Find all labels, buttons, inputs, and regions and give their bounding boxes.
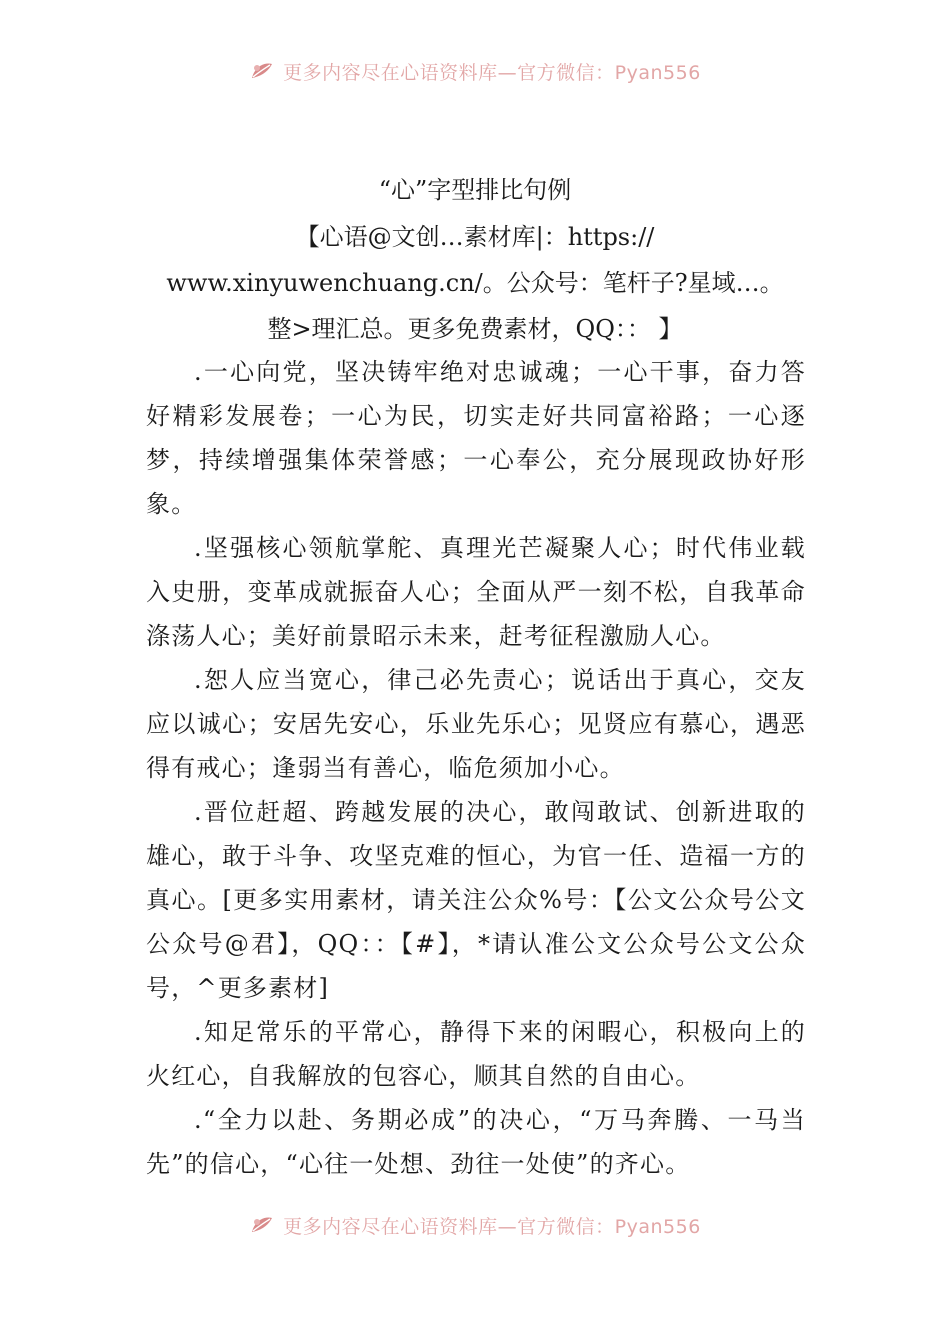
paragraph: .恕人应当宽心，律己必先责心；说话出于真心，交友应以诚心；安居先安心，乐业先乐心；见贤应有慕心，遇恶得有戒心；逢弱当有善心，临危须加小心。 [146,666,806,782]
document-body [146,350,806,1186]
paragraph: .坚强核心领航掌舵、真理光芒凝聚人心；时代伟业载入史册，变革成就振奋人心；全面从严一刻不松，自我革命涤荡人心；美好前景昭示未来，赶考征程激励人心。 [146,534,806,650]
leaf-logo-icon [249,1214,275,1236]
watermark-text: 更多内容尽在心语资料库—官方微信：Pyan556 [283,61,701,84]
watermark-header [0,56,950,86]
paragraph: .一心向党，坚决铸牢绝对忠诚魂；一心干事，奋力答好精彩发展卷；一心为民，切实走好共同富裕路；一心逐梦，持续增强集体荣誉感；一心奉公，充分展现政协好形象。 [146,358,806,518]
paragraph: .“全力以赴、务期必成”的决心，“万马奔腾、一马当先”的信心，“心往一处想、劲往一处使”的齐心。 [146,1106,806,1178]
source-line: 【心语@文创…素材库|：https:// [295,223,655,251]
source-line: 整>理汇总。更多免费素材，QQ：： 】 [267,315,683,343]
paragraph: .知足常乐的平常心，静得下来的闲暇心，积极向上的火红心，自我解放的包容心，顺其自然的自由心。 [146,1018,806,1090]
source-line: www.xinyuwenchuang.cn/。公众号：笔杆子?星域…。 [166,269,784,297]
watermark-text: 更多内容尽在心语资料库—官方微信：Pyan556 [283,1215,701,1238]
watermark-footer [0,1210,950,1240]
paragraph: .晋位赶超、跨越发展的决心，敢闯敢试、创新进取的雄心，敢于斗争、攻坚克难的恒心，为官一任、造福一方的真心。[更多实用素材，请关注公众%号：【公文公众号公文公众号@君】，QQ：：【#】，*请认准公文公众号公文公众号，^更多素材] [146,798,806,1002]
source-note [140,214,810,352]
page-title: “心”字型排比句例 [378,176,572,204]
leaf-logo-icon [249,60,275,82]
